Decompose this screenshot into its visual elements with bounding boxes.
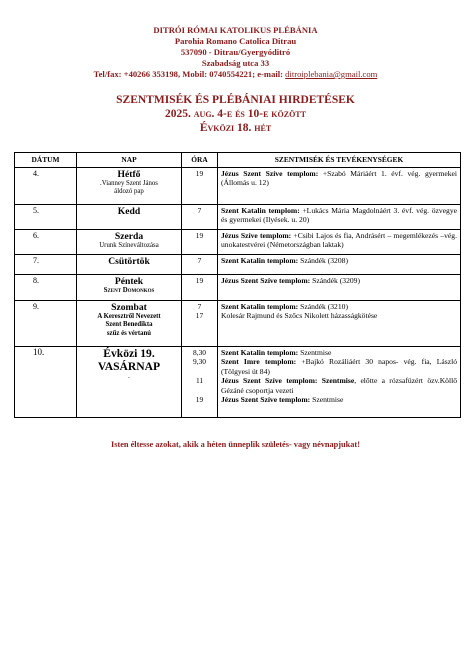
table-row <box>15 301 461 347</box>
table-row <box>15 347 461 418</box>
feast-name: Szent Benedikta <box>105 321 153 329</box>
event-place: Szent Katalin templom: <box>221 256 299 265</box>
time: 9,30 <box>193 357 206 367</box>
event-place: Szent Katalin templom: <box>221 348 299 357</box>
row-events <box>218 347 461 418</box>
time: 8,30 <box>193 348 206 357</box>
table-header-row <box>15 153 461 168</box>
row-times <box>182 230 218 255</box>
event <box>221 169 457 188</box>
row-date: 5. <box>15 205 77 230</box>
table-row <box>15 255 461 275</box>
row-times <box>182 255 218 275</box>
row-times <box>182 347 218 418</box>
feast-name: szűz és vértanú <box>106 329 152 337</box>
row-day <box>77 301 182 347</box>
row-events <box>218 205 461 230</box>
feast-name: Urunk Színeváltozása <box>99 242 159 249</box>
title-main: SZENTMISÉK ÉS PLÉBÁNIAI HIRDETÉSEK <box>116 94 355 106</box>
row-day <box>77 230 182 255</box>
event <box>221 206 457 225</box>
table-row <box>15 205 461 230</box>
row-date: 7. <box>15 255 77 275</box>
event <box>221 376 457 395</box>
event-text: Szándék (3210) <box>298 302 348 311</box>
feast-name: Szent Domonkos <box>103 287 155 294</box>
header-date: DÁTUM <box>15 153 77 168</box>
title-dates: 2025. aug. 4-e és 10-e között <box>165 108 306 120</box>
row-date: 6. <box>15 230 77 255</box>
event-text: Szándék (3208) <box>298 256 348 265</box>
parish-latin-name: Parohia Romano Catolica Ditrau <box>174 36 297 46</box>
feast-name: áldozó pap <box>114 188 144 196</box>
header-events: SZENTMISÉK ÉS TEVÉKENYSÉGEK <box>218 153 461 168</box>
event-place: Jézus Szent Szíve templom: <box>221 395 311 405</box>
event-text: Szándék (3209) <box>310 276 360 285</box>
day-name: Csütörtök <box>108 256 150 267</box>
page-title <box>0 93 471 135</box>
event-place: Jézus Szent Szíve templom: <box>221 169 319 178</box>
event-text: +Bajkó Rozáliáért 30 napos- vég. fia, László (Tölgyesi út 84) <box>221 357 458 376</box>
event-text: +Szabó Máriáért 1. évf. vég. gyermekei (Állomás u. 12) <box>221 169 457 188</box>
row-events <box>218 275 461 301</box>
event-place: Jézus Szent Szíve templom: <box>221 276 311 285</box>
event-text: +Lukács Mária Magdolnáért 3. évf. vég. özvegye és gyermekei (Ilyések. u. 20) <box>221 206 457 225</box>
row-times <box>182 275 218 301</box>
day-name: Évközi 19. <box>103 347 155 360</box>
time <box>185 367 214 376</box>
day-name: Hétfő <box>117 169 141 180</box>
feast-name: . <box>128 373 130 381</box>
birthday-greeting: Isten éltesse azokat, akik a héten ünneplik születés- vagy névnapjukat! <box>111 440 360 449</box>
event-text: Szentmise <box>310 395 344 405</box>
time: 19 <box>195 169 204 178</box>
parish-address: 537090 - Ditrau/Gyergyóditró <box>180 47 291 57</box>
event-text: , előtte a rózsafüzért özv.Köllő Gézáné csoportja vezeti <box>221 376 457 395</box>
row-day <box>77 275 182 301</box>
schedule-table <box>14 152 461 418</box>
time: 7 <box>197 302 202 311</box>
header-day: NAP <box>77 153 182 168</box>
time: 11 <box>195 376 204 386</box>
time: 19 <box>195 231 204 240</box>
event-text: +Csibi Lajos és fia, Andrásért – megemlékezés –vég. unokatestvérei (Németországban laktak) <box>221 231 457 250</box>
row-day <box>77 255 182 275</box>
table-row <box>15 230 461 255</box>
title-week: Évközi 18. hét <box>199 122 272 134</box>
day-name: Szerda <box>114 231 144 242</box>
table-row <box>15 275 461 301</box>
parish-contact <box>0 69 471 80</box>
feast-name: .Vianney Szent János <box>100 180 158 187</box>
event-place: Jézus Szíve templom: <box>221 231 292 240</box>
row-day <box>77 205 182 230</box>
event <box>221 302 457 311</box>
table-row <box>15 168 461 205</box>
row-times <box>182 301 218 347</box>
row-times <box>182 205 218 230</box>
row-times <box>182 168 218 205</box>
time: 17 <box>195 311 204 321</box>
row-events <box>218 255 461 275</box>
time: 19 <box>195 394 204 404</box>
contact-phones: Tel/fax: +40266 353198, Mobil: 0740554221; e-mail: <box>93 69 286 79</box>
email-link[interactable]: ditroiplebania@gmail.com <box>285 69 378 79</box>
event <box>221 348 457 357</box>
event-place: Szent Katalin templom: <box>221 302 299 311</box>
parish-street: Szabadság utca 33 <box>201 58 270 68</box>
time: 7 <box>197 206 202 215</box>
row-day <box>77 168 182 205</box>
time: 7 <box>197 256 202 265</box>
day-name: Kedd <box>117 206 141 217</box>
row-date: 10. <box>15 347 77 418</box>
day-name-sunday: VASÁRNAP <box>97 359 161 373</box>
row-date: 9. <box>15 301 77 347</box>
row-date: 8. <box>15 275 77 301</box>
event <box>221 357 457 376</box>
row-date: 4. <box>15 168 77 205</box>
event <box>221 231 457 250</box>
event-place: Szent Katalin templom: <box>221 206 300 215</box>
row-events <box>218 168 461 205</box>
feast-name: A Keresztről Nevezett <box>97 313 161 320</box>
event <box>221 276 457 285</box>
event-text: Kolesár Rajmund és Szőcs Nikolett házasságkötése <box>221 311 378 321</box>
event <box>221 256 457 265</box>
day-name: Péntek <box>114 276 144 287</box>
event-text: Szentmise <box>298 348 332 357</box>
row-day <box>77 347 182 418</box>
event <box>221 395 457 404</box>
event-place: Szent Imre templom: <box>221 357 297 367</box>
event-place: Jézus Szent Szíve templom: Szentmise <box>221 376 355 386</box>
time: 19 <box>195 276 204 285</box>
row-events <box>218 301 461 347</box>
event <box>221 311 457 320</box>
parish-name: DITRÓI RÓMAI KATOLIKUS PLÉBÁNIA <box>153 25 318 35</box>
row-events <box>218 230 461 255</box>
parish-header <box>0 25 471 80</box>
day-name: Szombat <box>111 302 147 313</box>
time <box>185 386 214 395</box>
header-time: ÓRA <box>182 153 218 168</box>
